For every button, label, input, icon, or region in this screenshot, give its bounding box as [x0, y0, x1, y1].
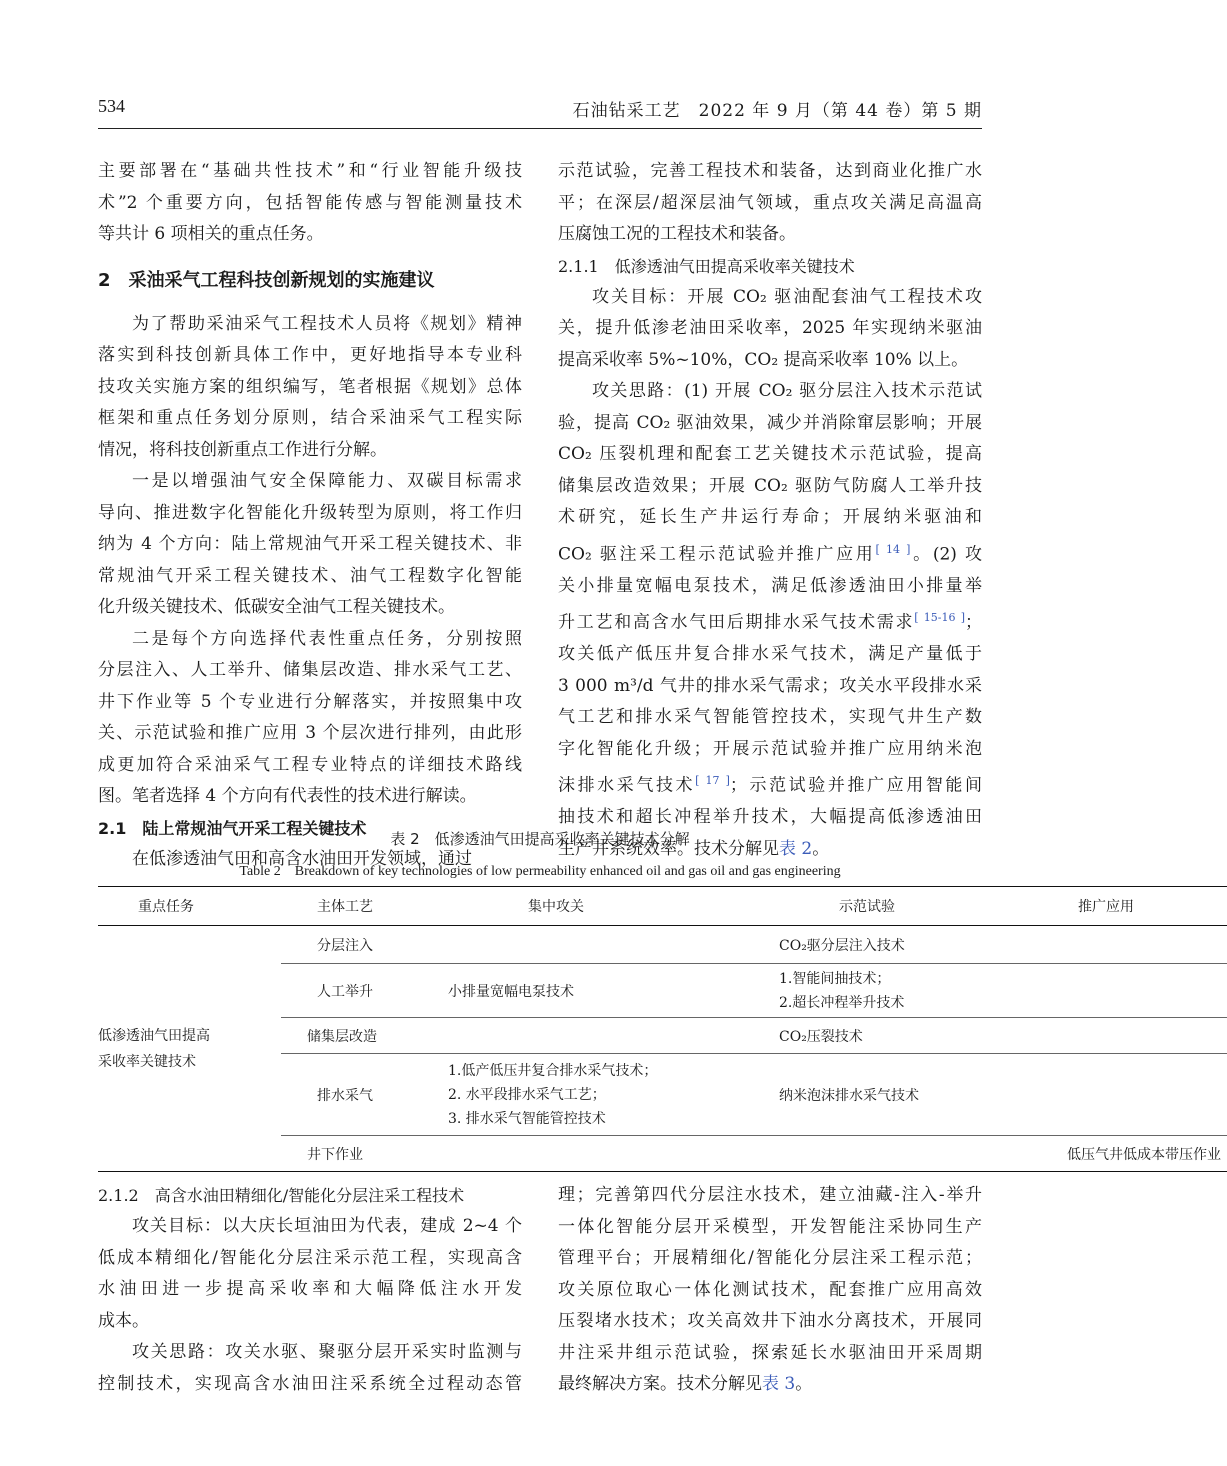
focus-text: 3. 排水采气智能管控技术	[448, 1110, 606, 1127]
text-line: 情况，将科技创新重点工作进行分解。	[98, 439, 387, 460]
text-line	[558, 1369, 982, 1401]
text-line: 低成本精细化/智能化分层注采示范工程，实现高含	[98, 1247, 522, 1268]
text-line: 理；完善第四代分层注水技术，建立油藏-注入-举升	[558, 1185, 982, 1205]
text-line: 气工艺和排水采气智能管控技术，实现气井生产数	[558, 707, 982, 728]
text-line: 关小排量宽幅电泵技术，满足低渗透油田小排量举	[558, 575, 982, 596]
text-span: 生产井系统效率。技术分解见	[558, 838, 779, 859]
process-cell: 储集层改造	[281, 1018, 448, 1054]
text-line: 平；在深层/超深层油气领域，重点攻关满足高温高	[558, 192, 982, 213]
header-cell: 集中攻关	[448, 887, 779, 926]
text-line: 成更加符合采油采气工程专业特点的详细技术路线	[98, 754, 522, 775]
right-column-bottom	[558, 1180, 982, 1401]
text-span: 升工艺和高含水气田后期排水采气技术需求	[558, 612, 915, 633]
table-row	[98, 926, 1227, 964]
task-line: 低渗透油气田提高	[98, 1027, 210, 1044]
text-span: 。	[812, 838, 830, 859]
task-line: 采收率关键技术	[98, 1053, 196, 1070]
text-line: 等共计 6 项相关的重点任务。	[98, 224, 324, 244]
demo-text: CO₂驱分层注入技术	[779, 937, 905, 954]
section-2-1-heading: 2.1 陆上常规油气开采工程关键技术	[98, 818, 367, 838]
focus-text: 1.低产低压井复合排水采气技术；	[448, 1062, 658, 1079]
text-line: 分层注入、人工举升、储集层改造、排水采气工艺、	[98, 660, 522, 680]
text-line: 水油田进一步提高采收率和大幅降低注水开发	[98, 1279, 522, 1299]
text-line: 攻关目标：以大庆长垣油田为代表，建成 2~4 个	[132, 1216, 522, 1236]
citation-link[interactable]: [ 14 ]	[875, 542, 911, 556]
focus-cell	[448, 926, 779, 964]
text-line: 术”2 个重要方向，包括智能传感与智能测量技术	[98, 192, 522, 213]
text-line: 攻关目标：开展 CO₂ 驱油配套油气工程技术攻	[592, 286, 982, 307]
focus-text: 2. 水平段排水采气工艺；	[448, 1086, 606, 1103]
text-line: 字化智能化升级；开展示范试验并推广应用纳米泡	[558, 738, 982, 759]
promo-cell	[1054, 964, 1227, 1018]
text-span: 沫排水采气技术	[558, 775, 696, 796]
table-header-row	[98, 887, 1227, 926]
promo-cell: 低压气井低成本带压作业	[779, 1136, 1227, 1172]
demo-text: 1.智能间抽技术；	[779, 970, 891, 987]
focus-cell: 小排量宽幅电泵技术	[448, 964, 779, 1018]
text-span: CO₂ 驱注采工程示范试验并推广应用	[558, 544, 876, 565]
text-line: 图。笔者选择 4 个方向有代表性的技术进行解读。	[98, 786, 477, 806]
focus-cell	[448, 1054, 779, 1136]
text-line: 关、示范试验和推广应用 3 个层次进行排列，由此形	[98, 723, 522, 743]
process-cell: 井下作业	[281, 1136, 448, 1172]
text-span: 。	[795, 1374, 813, 1394]
text-line: 攻关思路：攻关水驱、聚驱分层开采实时监测与	[132, 1342, 522, 1362]
text-line: 技攻关实施方案的组织编写，笔者根据《规划》总体	[98, 376, 522, 397]
text-line: 管理平台；开展精细化/智能化分层注采工程示范；	[558, 1248, 982, 1268]
demo-cell: 纳米泡沫排水采气技术	[779, 1054, 1054, 1136]
text-line	[558, 534, 982, 571]
text-line: 纳为 4 个方向：陆上常规油气开采工程关键技术、非	[98, 534, 522, 554]
text-line: 一是以增强油气安全保障能力、双碳目标需求	[132, 471, 522, 491]
demo-cell	[779, 926, 1227, 964]
focus-cell	[448, 1136, 779, 1172]
text-line: 为了帮助采油采气工程技术人员将《规划》精神	[132, 313, 522, 334]
text-line: 提高采收率 5%~10%，CO₂ 提高采收率 10% 以上。	[558, 349, 969, 370]
header-cell: 示范试验	[779, 887, 1054, 926]
demo-cell: CO₂压裂技术	[779, 1018, 1227, 1054]
text-line: 验，提高 CO₂ 驱油效果，减少并消除窜层影响；开展	[558, 412, 982, 433]
promo-cell	[1054, 1054, 1227, 1136]
citation-link[interactable]: [ 17 ]	[695, 774, 730, 788]
header-cell: 重点任务	[98, 887, 281, 926]
table-2	[98, 886, 1221, 1172]
text-line: 攻关原位取心一体化测试技术，配套推广应用高效	[558, 1279, 982, 1300]
text-line: 框架和重点任务划分原则，结合采油采气工程实际	[98, 408, 522, 428]
text-span: 。(2) 攻	[910, 544, 983, 565]
text-line: 抽技术和超长冲程举升技术，大幅提高低渗透油田	[558, 807, 982, 828]
text-line	[558, 602, 982, 639]
right-column	[558, 156, 982, 865]
left-column-bottom	[98, 1180, 522, 1400]
table-2-link[interactable]: 表 2	[779, 838, 813, 859]
text-line: 导向、推进数字化智能化升级转型为原则，将工作归	[98, 502, 522, 523]
journal-info: 石油钻采工艺 2022 年 9 月（第 44 卷）第 5 期	[572, 101, 982, 121]
text-line: 一体化智能分层开采模型，开发智能注采协同生产	[558, 1216, 982, 1237]
process-cell: 排水采气	[281, 1054, 448, 1136]
demo-text: 2.超长冲程举升技术	[779, 994, 905, 1011]
demo-cell	[779, 964, 1054, 1018]
header-cell: 推广应用	[1054, 887, 1227, 926]
text-line: CO₂ 压裂机理和配套工艺关键技术示范试验，提高	[558, 444, 982, 464]
text-line: 攻关思路：(1) 开展 CO₂ 驱分层注入技术示范试	[592, 381, 982, 401]
text-line: 化升级关键技术、低碳安全油气工程关键技术。	[98, 597, 455, 617]
table-caption-cn: 表 2 低渗透油气田提高采收率关键技术分解	[390, 830, 690, 848]
focus-cell	[448, 1018, 779, 1054]
section-2-1-1-heading: 2.1.1 低渗透油气田提高采收率关键技术	[558, 256, 855, 276]
text-line: 井下作业等 5 个专业进行分解落实，并按照集中攻	[98, 691, 522, 712]
page-header	[98, 96, 982, 126]
text-line: 攻关低产低压井复合排水采气技术，满足产量低于	[558, 644, 982, 665]
text-line: 二是每个方向选择代表性重点任务，分别按照	[132, 628, 522, 649]
text-line: 落实到科技创新具体工作中，更好地指导本专业科	[98, 345, 522, 365]
table-3-link[interactable]: 表 3	[762, 1374, 796, 1394]
table-caption-en: Table 2 Breakdown of key technologies of low permeability enhanced oil and gas oil and gas engineering	[239, 864, 841, 879]
text-line: 示范试验，完善工程技术和装备，达到商业化推广水	[558, 161, 982, 181]
header-rule	[98, 128, 982, 129]
text-line: 主要部署在“基础共性技术”和“行业智能升级技	[98, 161, 522, 181]
text-line: 井注采井组示范试验，探索延长水驱油田开采周期	[558, 1342, 982, 1363]
process-cell: 人工举升	[281, 964, 448, 1018]
text-line: 压腐蚀工况的工程技术和装备。	[558, 224, 796, 244]
process-cell: 分层注入	[281, 926, 448, 964]
text-line: 常规油气开采工程关键技术、油气工程数字化智能	[98, 565, 522, 586]
text-line	[558, 765, 982, 802]
text-line: 3 000 m³/d 气井的排水采气需求；攻关水平段排水采	[558, 675, 982, 696]
left-column	[98, 156, 522, 875]
section-2-1-2-heading: 2.1.2 高含水油田精细化/智能化分层注采工程技术	[98, 1186, 465, 1205]
text-line: 在低渗透油气田和高含水油田开发领域，通过	[132, 848, 472, 869]
text-span: ；	[965, 612, 983, 633]
text-line: 压裂堵水技术；攻关高效井下油水分离技术，开展同	[558, 1311, 982, 1331]
text-line: 术研究，延长生产井运行寿命；开展纳米驱油和	[558, 507, 982, 527]
text-line: 控制技术，实现高含水油田注采系统全过程动态管	[98, 1373, 522, 1394]
text-span: ；示范试验并推广应用智能间	[729, 775, 983, 796]
text-line: 关，提升低渗老油田采收率，2025 年实现纳米驱油	[558, 318, 982, 338]
section-2-heading: 2 采油采气工程科技创新规划的实施建议	[98, 269, 435, 291]
header-cell: 主体工艺	[281, 887, 448, 926]
text-line: 储集层改造效果；开展 CO₂ 驱防气防腐人工举升技	[558, 475, 982, 496]
task-cell	[98, 926, 281, 1172]
page-number: 534	[98, 96, 125, 116]
citation-link[interactable]: [ 15-16 ]	[914, 611, 966, 625]
text-line: 成本。	[98, 1310, 149, 1331]
text-span: 最终解决方案。技术分解见	[558, 1374, 762, 1394]
